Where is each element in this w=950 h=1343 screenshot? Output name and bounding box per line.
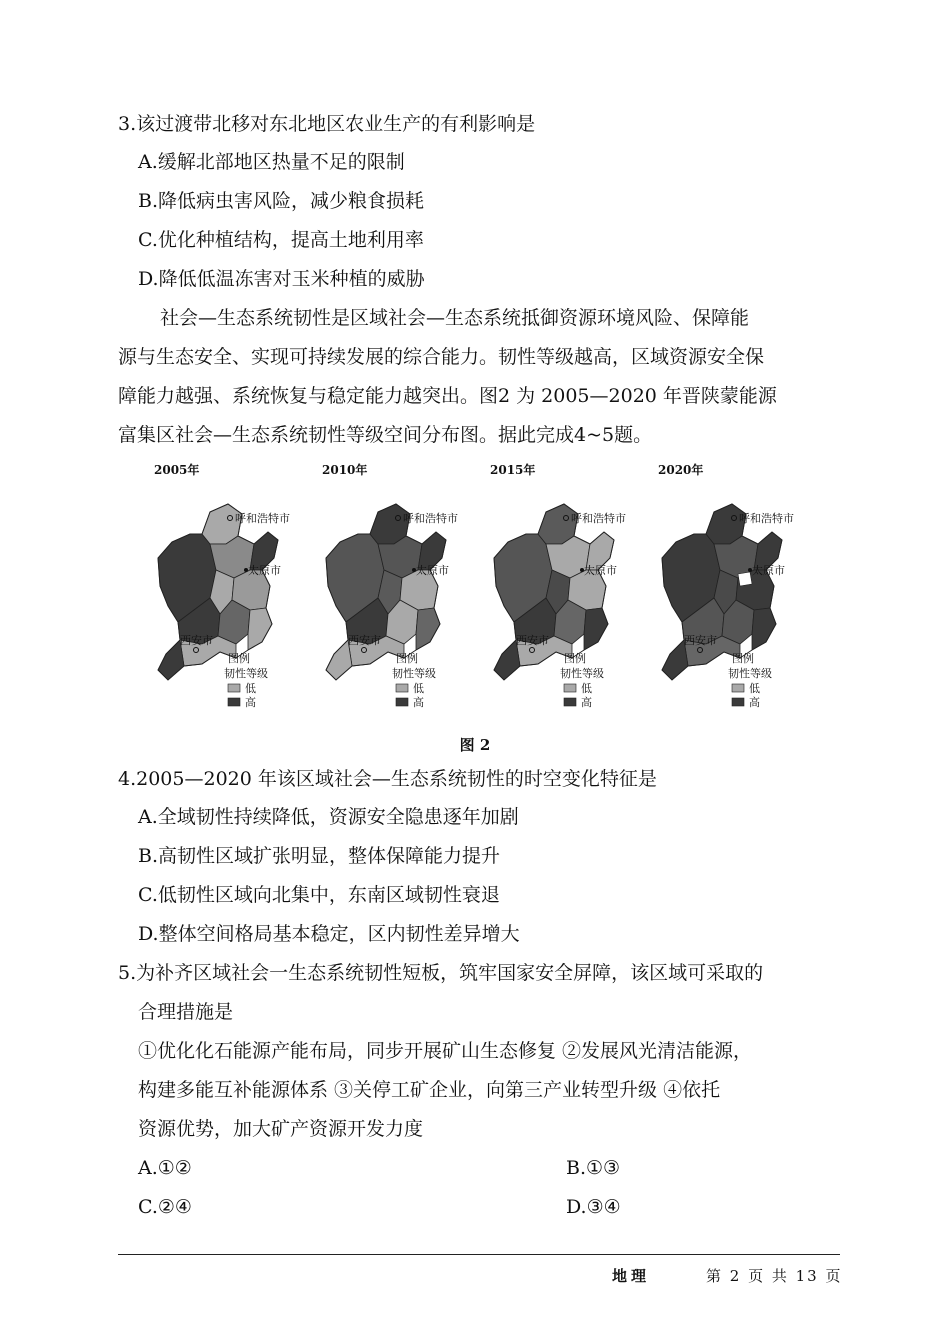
legend-title-2020: 图例 — [732, 652, 754, 665]
legend-high-2015: 高 — [581, 696, 592, 709]
map-2005 — [154, 462, 290, 709]
map-2010 — [322, 462, 458, 709]
material-line-4: 富集区社会—生态系统韧性等级空间分布图。据此完成4~5题。 — [118, 424, 653, 446]
footer-rule — [118, 1254, 840, 1255]
legend-subtitle-2010: 韧性等级 — [392, 667, 436, 680]
city-taiyuan-2020: 太原市 — [752, 564, 785, 577]
q3-option-c: C.优化种植结构，提高土地利用率 — [138, 229, 424, 251]
legend-title-2015: 图例 — [564, 652, 586, 665]
q5-items-line-1: ①优化化石能源产能布局，同步开展矿山生态修复 ②发展风光清洁能源， — [138, 1040, 753, 1062]
map-year-2005: 2005年 — [154, 463, 200, 477]
map-year-2020: 2020年 — [658, 463, 704, 477]
q5-option-a: A.①② — [138, 1157, 192, 1179]
city-taiyuan-2015: 太原市 — [584, 564, 617, 577]
map-year-2015: 2015年 — [490, 463, 536, 477]
legend-subtitle-2020: 韧性等级 — [728, 667, 772, 680]
legend-low-2005: 低 — [245, 682, 256, 695]
q5-option-d: D.③④ — [566, 1196, 621, 1218]
q3-stem: 3.该过渡带北移对东北地区农业生产的有利影响是 — [118, 113, 536, 135]
material-line-2: 源与生态安全、实现可持续发展的综合能力。韧性等级越高，区域资源安全保 — [118, 346, 765, 368]
figure-caption: 图 2 — [459, 736, 491, 754]
legend-title-2010: 图例 — [396, 652, 418, 665]
q4-option-c: C.低韧性区域向北集中，东南区域韧性衰退 — [138, 884, 500, 906]
map-year-2010: 2010年 — [322, 463, 368, 477]
city-hohhot-2015: 呼和浩特市 — [571, 512, 626, 525]
q4-option-b: B.高韧性区域扩张明显，整体保障能力提升 — [138, 845, 501, 867]
legend-subtitle-2015: 韧性等级 — [560, 667, 604, 680]
q3-option-b: B.降低病虫害风险，减少粮食损耗 — [138, 190, 425, 212]
q3-option-a: A.缓解北部地区热量不足的限制 — [138, 151, 405, 173]
q3-option-d: D.降低低温冻害对玉米种植的威胁 — [138, 268, 425, 290]
legend-low-2020: 低 — [749, 682, 760, 695]
map-2020 — [658, 462, 794, 709]
footer-subject: 地理 — [612, 1267, 651, 1285]
q5-stem-line-2: 合理措施是 — [138, 1001, 234, 1023]
legend-low-2015: 低 — [581, 682, 592, 695]
city-xian-2015: 西安市 — [516, 634, 549, 647]
city-hohhot-2005: 呼和浩特市 — [235, 512, 290, 525]
city-hohhot-2010: 呼和浩特市 — [403, 512, 458, 525]
city-xian-2020: 西安市 — [684, 634, 717, 647]
city-xian-2005: 西安市 — [180, 634, 213, 647]
legend-high-2010: 高 — [413, 696, 424, 709]
legend-low-2010: 低 — [413, 682, 424, 695]
footer-page-number: 第 2 页 共 13 页 — [706, 1267, 843, 1285]
material-line-1: 社会—生态系统韧性是区域社会—生态系统抵御资源环境风险、保障能 — [160, 307, 750, 329]
q5-items-line-3: 资源优势，加大矿产资源开发力度 — [138, 1118, 424, 1140]
q4-stem: 4.2005—2020 年该区域社会—生态系统韧性的时空变化特征是 — [118, 768, 657, 790]
map-2015 — [490, 462, 626, 709]
q4-option-d: D.整体空间格局基本稳定，区内韧性差异增大 — [138, 923, 520, 945]
legend-high-2020: 高 — [749, 696, 760, 709]
material-line-3: 障能力越强、系统恢复与稳定能力越突出。图2 为 2005—2020 年晋陕蒙能源 — [118, 385, 777, 407]
resilience-maps-figure — [150, 460, 810, 750]
city-taiyuan-2005: 太原市 — [248, 564, 281, 577]
legend-subtitle-2005: 韧性等级 — [224, 667, 268, 680]
city-taiyuan-2010: 太原市 — [416, 564, 449, 577]
q5-items-line-2: 构建多能互补能源体系 ③关停工矿企业，向第三产业转型升级 ④依托 — [138, 1079, 721, 1101]
q5-stem-line-1: 5.为补齐区域社会一生态系统韧性短板，筑牢国家安全屏障，该区域可采取的 — [118, 962, 764, 984]
legend-title-2005: 图例 — [228, 652, 250, 665]
q4-option-a: A.全域韧性持续降低，资源安全隐患逐年加剧 — [138, 806, 519, 828]
city-hohhot-2020: 呼和浩特市 — [739, 512, 794, 525]
legend-high-2005: 高 — [245, 696, 256, 709]
city-xian-2010: 西安市 — [348, 634, 381, 647]
q5-option-c: C.②④ — [138, 1196, 192, 1218]
q5-option-b: B.①③ — [566, 1157, 621, 1179]
